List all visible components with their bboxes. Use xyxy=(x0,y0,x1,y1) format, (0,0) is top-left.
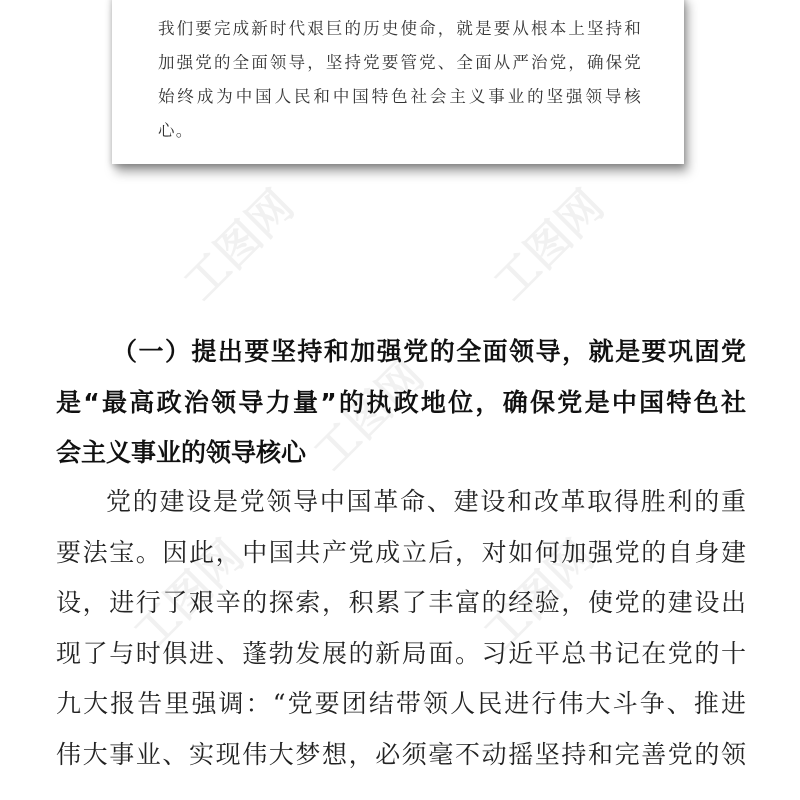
quote-text xyxy=(158,12,642,148)
quote-line: 始终成为中国人民和中国特色社会主义事业的坚强领导核 xyxy=(158,87,642,106)
watermark: 工图网 xyxy=(174,180,304,310)
paragraph-line: 现了与时俱进、蓬勃发展的新局面。习近平总书记在党的十 xyxy=(56,638,746,668)
heading-line: 是“最高政治领导力量”的执政地位，确保党是中国特色社 xyxy=(56,387,746,417)
heading-line: （一）提出要坚持和加强党的全面领导，就是要巩固党 xyxy=(112,337,746,366)
quote-line: 加强党的全面领导，坚持党要管党、全面从严治党，确保党 xyxy=(158,53,642,72)
paragraph-line: 党的建设是党领导中国革命、建设和改革取得胜利的重 xyxy=(106,487,746,516)
heading-line: 会主义事业的领导核心 xyxy=(56,438,307,467)
quote-line: 心。 xyxy=(158,121,194,140)
watermark: 工图网 xyxy=(484,180,614,310)
body-paragraph xyxy=(56,477,746,780)
paragraph-line: 九大报告里强调：“党要团结带领人民进行伟大斗争、推进 xyxy=(56,689,746,718)
paragraph-line: 伟大事业、实现伟大梦想，必须毫不动摇坚持和完善党的领 xyxy=(56,739,746,769)
quote-card xyxy=(112,0,684,164)
quote-line: 我们要完成新时代艰巨的历史使命，就是要从根本上坚持和 xyxy=(158,19,642,38)
paragraph-line: 要法宝。因此，中国共产党成立后，对如何加强党的自身建 xyxy=(56,537,746,567)
watermark: 工图网 xyxy=(304,350,434,480)
section-heading xyxy=(56,327,746,479)
paragraph-line: 设，进行了艰辛的探索，积累了丰富的经验，使党的建设出 xyxy=(56,588,746,617)
watermark: 工图网 xyxy=(124,530,254,660)
watermark: 工图网 xyxy=(474,530,604,660)
